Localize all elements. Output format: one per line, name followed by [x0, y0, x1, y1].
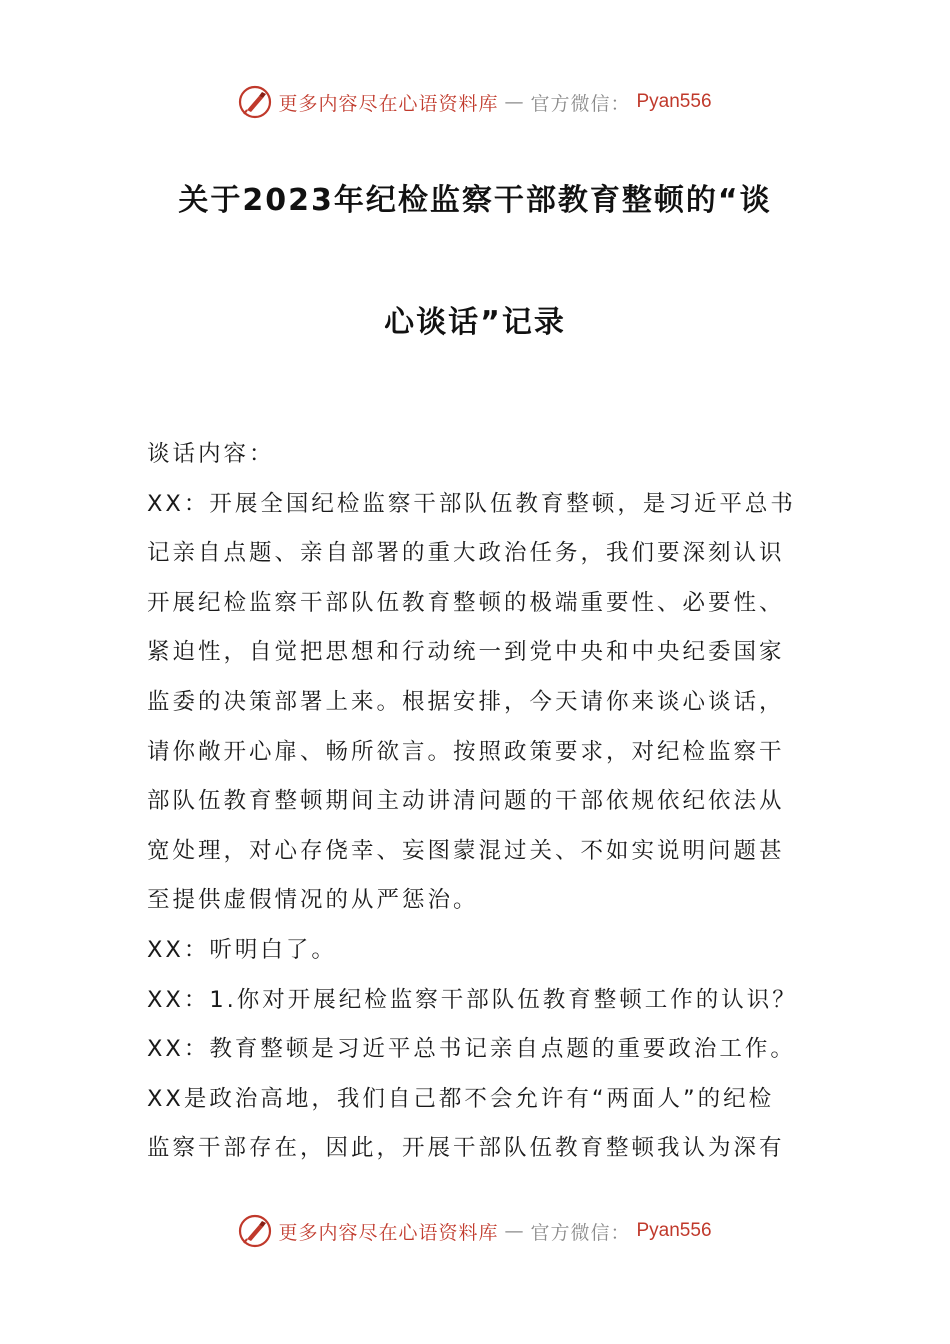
body-line: XX是政治高地，我们自己都不会允许有“两面人”的纪检: [147, 1085, 775, 1112]
wechat-id: Pyan556: [636, 1220, 712, 1241]
conversation-body: [147, 430, 807, 1174]
pen-nib-icon: [238, 85, 272, 119]
body-line: 宽处理，对心存侥幸、妄图蒙混过关、不如实说明问题甚: [147, 837, 785, 864]
body-line: XX：开展全国纪检监察干部队伍教育整顿，是习近平总书: [147, 490, 796, 517]
document-title-line-2: 心谈话”记录: [384, 305, 566, 340]
body-line: 紧迫性，自觉把思想和行动统一到党中央和中央纪委国家: [147, 639, 785, 666]
document-title-line-1: 关于2023年纪检监察干部教育整顿的“谈: [178, 183, 772, 218]
body-line: 记亲自点题、亲自部署的重大政治任务，我们要深刻认识: [147, 540, 785, 567]
body-line: 至提供虚假情况的从严惩治。: [147, 887, 479, 914]
wechat-id: Pyan556: [636, 91, 712, 112]
body-line: 谈话内容：: [147, 441, 275, 467]
promo-text: 更多内容尽在心语资料库: [278, 92, 499, 115]
body-line: 部队伍教育整顿期间主动讲清问题的干部依规依纪依法从: [147, 788, 785, 815]
wechat-label: 官方微信：: [530, 1221, 631, 1244]
body-line: 请你敞开心扉、畅所欲言。按照政策要求，对纪检监察干: [147, 738, 785, 765]
footer-watermark: [0, 1211, 950, 1251]
promo-dash: —: [504, 1220, 525, 1242]
wechat-label: 官方微信：: [530, 92, 631, 115]
promo-text: 更多内容尽在心语资料库: [278, 1221, 499, 1244]
body-line: 监委的决策部署上来。根据安排，今天请你来谈心谈话，: [147, 688, 785, 715]
body-line: XX：教育整顿是习近平总书记亲自点题的重要政治工作。: [147, 1036, 796, 1063]
header-watermark: [0, 82, 950, 122]
promo-dash: —: [504, 91, 525, 113]
body-line: 监察干部存在，因此，开展干部队伍教育整顿我认为深有: [147, 1135, 785, 1162]
body-line: XX：1.你对开展纪检监察干部队伍教育整顿工作的认识？: [147, 986, 798, 1013]
body-line: XX：听明白了。: [147, 936, 337, 963]
pen-nib-icon: [238, 1214, 272, 1248]
body-line: 开展纪检监察干部队伍教育整顿的极端重要性、必要性、: [147, 589, 785, 616]
